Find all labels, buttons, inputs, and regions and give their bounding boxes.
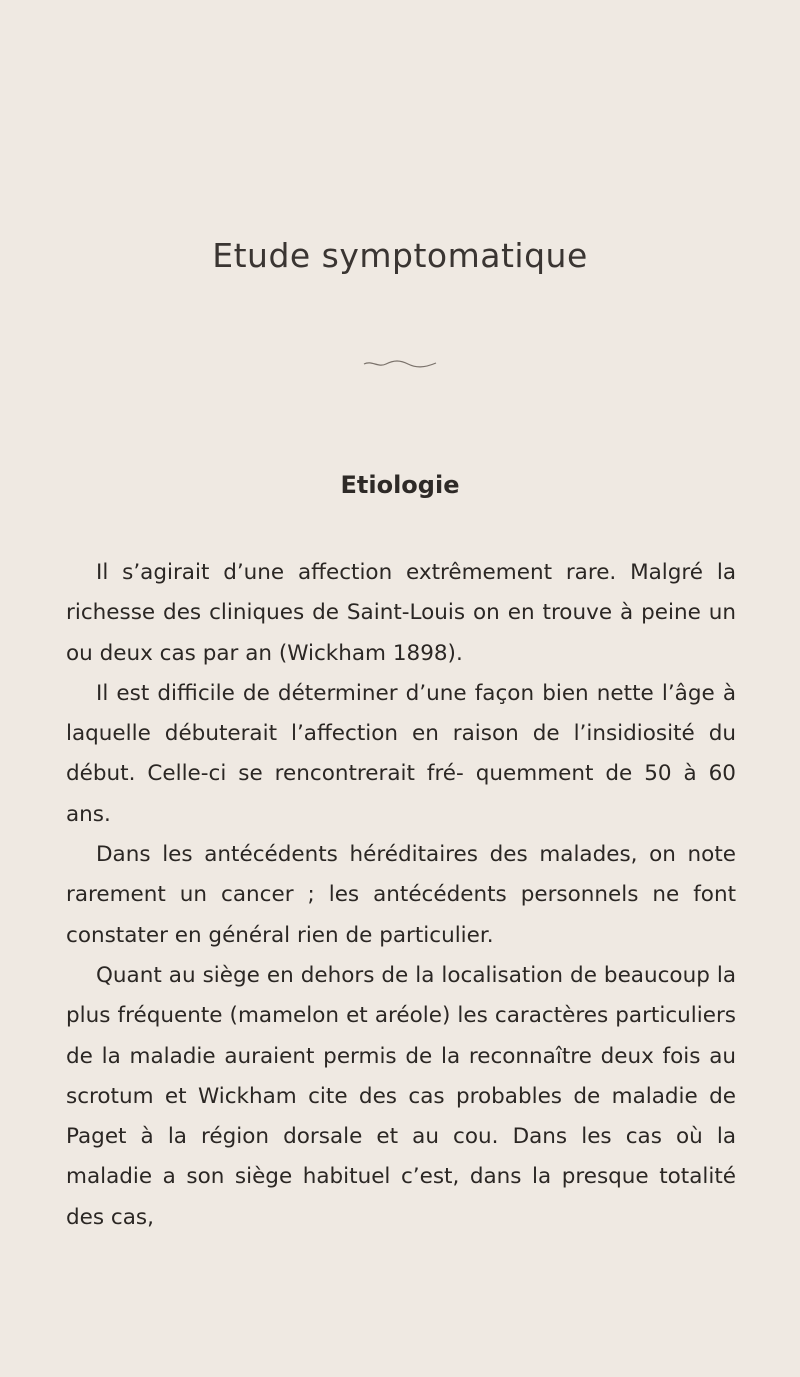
section-title: Etiologie bbox=[340, 471, 460, 499]
body-text bbox=[66, 553, 736, 1238]
paragraph: Quant au siège en dehors de la localisation de beaucoup la plus fréquente (mamelon et aréole) les caractères particuliers de la maladie auraient permis de la reconnaître deux fois au scrotum et Wickham cite des cas probables de maladie de Paget à la région dorsale et au cou. Dans les cas où la maladie a son siège habituel c’est, dans la presque totalité des cas, bbox=[66, 962, 736, 1230]
chapter-title: Etude symptomatique bbox=[212, 236, 588, 275]
paragraph: Il s’agirait d’une affection extrêmement rare. Malgré la richesse des cliniques de Saint-Louis on en trouve à peine un ou deux cas par an (Wickham 1898). bbox=[66, 560, 736, 666]
paragraph: Il est difficile de déterminer d’une façon bien nette l’âge à laquelle débuterait l’affection en raison de l’insidiosité du début. Celle-ci se rencontrerait fré- quemment de 50 à 60 ans. bbox=[66, 680, 736, 827]
ornament-divider bbox=[362, 358, 438, 370]
paragraph: Dans les antécédents héréditaires des malades, on note rarement un cancer ; les antécédents personnels ne font constater en général rien de particulier. bbox=[66, 842, 736, 948]
